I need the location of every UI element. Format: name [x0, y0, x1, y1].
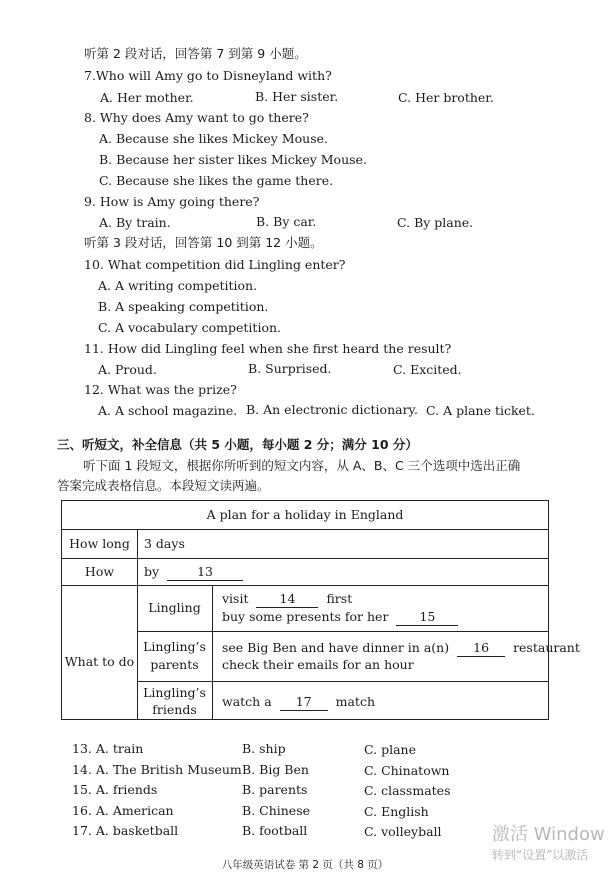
lingling-line-1 [222, 591, 352, 608]
blank-14: 14 [256, 591, 318, 608]
question-9-option-a: A. By train. [99, 215, 171, 230]
parents-line-1-post: restaurant [513, 640, 580, 655]
table-rule [137, 631, 548, 632]
blank-13: 13 [167, 564, 243, 581]
sub-label-friends-2: friends [152, 702, 197, 717]
parents-line-1-pre: see Big Ben and have dinner in a(n) [222, 640, 450, 655]
option-13-c: C. plane [364, 742, 416, 757]
section-3-instruction-line1: 听下面 1 段短文，根据你所听到的短文内容，从 A、B、C 三个选项中选出正确 [83, 458, 521, 473]
option-17-b: B. football [242, 823, 308, 838]
question-11-option-b: B. Surprised. [248, 361, 332, 376]
question-10-option-c: C. A vocabulary competition. [98, 320, 281, 335]
friends-line-post: match [335, 694, 376, 709]
dialog2-intro: 听第 2 段对话，回答第 7 到第 9 小题。 [84, 46, 307, 61]
question-8-option-c: C. Because she likes the game there. [99, 173, 334, 188]
how-prefix: by [144, 564, 160, 579]
question-9-stem: 9. How is Amy going there? [84, 194, 260, 209]
row-label-how-long: How long [69, 536, 130, 551]
question-12-stem: 12. What was the prize? [84, 382, 237, 397]
question-8-option-b: B. Because her sister likes Mickey Mouse. [99, 152, 367, 167]
section-3-heading: 三、听短文，补全信息（共 5 小题，每小题 2 分；满分 10 分） [57, 437, 418, 452]
table-rule [62, 585, 548, 586]
table-rule [137, 681, 548, 682]
row-value-how [144, 564, 243, 581]
blank-17: 17 [280, 694, 328, 711]
question-7-option-b: B. Her sister. [255, 89, 339, 104]
option-15-a: 15. A. friends [72, 782, 158, 797]
sub-label-parents-2: parents [150, 657, 199, 672]
question-11-option-c: C. Excited. [393, 362, 462, 377]
sub-label-parents-1: Lingling’s [143, 639, 206, 654]
question-10-option-b: B. A speaking competition. [98, 299, 269, 314]
holiday-plan-table [61, 500, 580, 720]
option-15-c: C. classmates [364, 783, 451, 798]
question-10-stem: 10. What competition did Lingling enter? [84, 257, 346, 272]
question-11-stem: 11. How did Lingling feel when she first heard the result? [84, 341, 452, 356]
option-16-a: 16. A. American [72, 803, 174, 818]
option-14-a: 14. A. The British Museum [72, 762, 242, 777]
question-7-stem: 7.Who will Amy go to Disneyland with? [84, 68, 332, 83]
question-10-option-a: A. A writing competition. [98, 278, 258, 293]
option-15-b: B. parents [242, 782, 308, 797]
parents-line-1 [222, 640, 580, 657]
question-12-option-a: A. A school magazine. [98, 403, 238, 418]
blank-16: 16 [457, 640, 505, 657]
question-9-option-b: B. By car. [256, 214, 317, 229]
lingling-line-2-pre: buy some presents for her [222, 609, 389, 624]
table-rule [62, 529, 548, 530]
option-14-b: B. Big Ben [242, 762, 309, 777]
lingling-line-2 [222, 609, 458, 626]
option-13-a: 13. A. train [72, 741, 144, 756]
dialog3-intro: 听第 3 段对话，回答第 10 到第 12 小题。 [84, 235, 323, 250]
parents-line-2: check their emails for an hour [222, 657, 414, 672]
row-label-how: How [84, 564, 115, 579]
row-label-what-to-do: What to do [64, 654, 135, 669]
question-11-option-a: A. Proud. [98, 362, 157, 377]
question-8-option-a: A. Because she likes Mickey Mouse. [99, 131, 329, 146]
row-value-how-long: 3 days [144, 536, 185, 551]
activation-watermark-subtitle: 转到“设置”以激活 [492, 848, 589, 862]
section-3-instruction-line2: 答案完成表格信息。本段短文读两遍。 [57, 478, 270, 493]
option-16-b: B. Chinese [242, 803, 311, 818]
sub-label-lingling: Lingling [148, 600, 201, 615]
table-rule [212, 585, 213, 719]
page-footer: 八年级英语试卷 第 2 页（共 8 页） [221, 859, 389, 871]
lingling-line-1-pre: visit [222, 591, 249, 606]
option-13-b: B. ship [242, 741, 286, 756]
activation-watermark-title: 激活 Window [492, 824, 605, 845]
friends-line [222, 694, 375, 711]
question-8-stem: 8. Why does Amy want to go there? [84, 110, 309, 125]
option-16-c: C. English [364, 804, 429, 819]
sub-label-friends-1: Lingling’s [143, 685, 206, 700]
question-9-option-c: C. By plane. [397, 215, 474, 230]
question-7-option-a: A. Her mother. [100, 90, 194, 105]
question-12-option-c: C. A plane ticket. [426, 403, 535, 418]
lingling-line-1-post: first [326, 591, 353, 606]
table-title: A plan for a holiday in England [206, 507, 404, 522]
question-12-option-b: B. An electronic dictionary. [246, 402, 418, 417]
friends-line-pre: watch a [222, 694, 272, 709]
option-14-c: C. Chinatown [364, 763, 450, 778]
blank-15: 15 [396, 609, 458, 626]
table-rule [62, 558, 548, 559]
option-17-c: C. volleyball [364, 824, 442, 839]
option-17-a: 17. A. basketball [72, 823, 179, 838]
question-7-option-c: C. Her brother. [398, 90, 494, 105]
